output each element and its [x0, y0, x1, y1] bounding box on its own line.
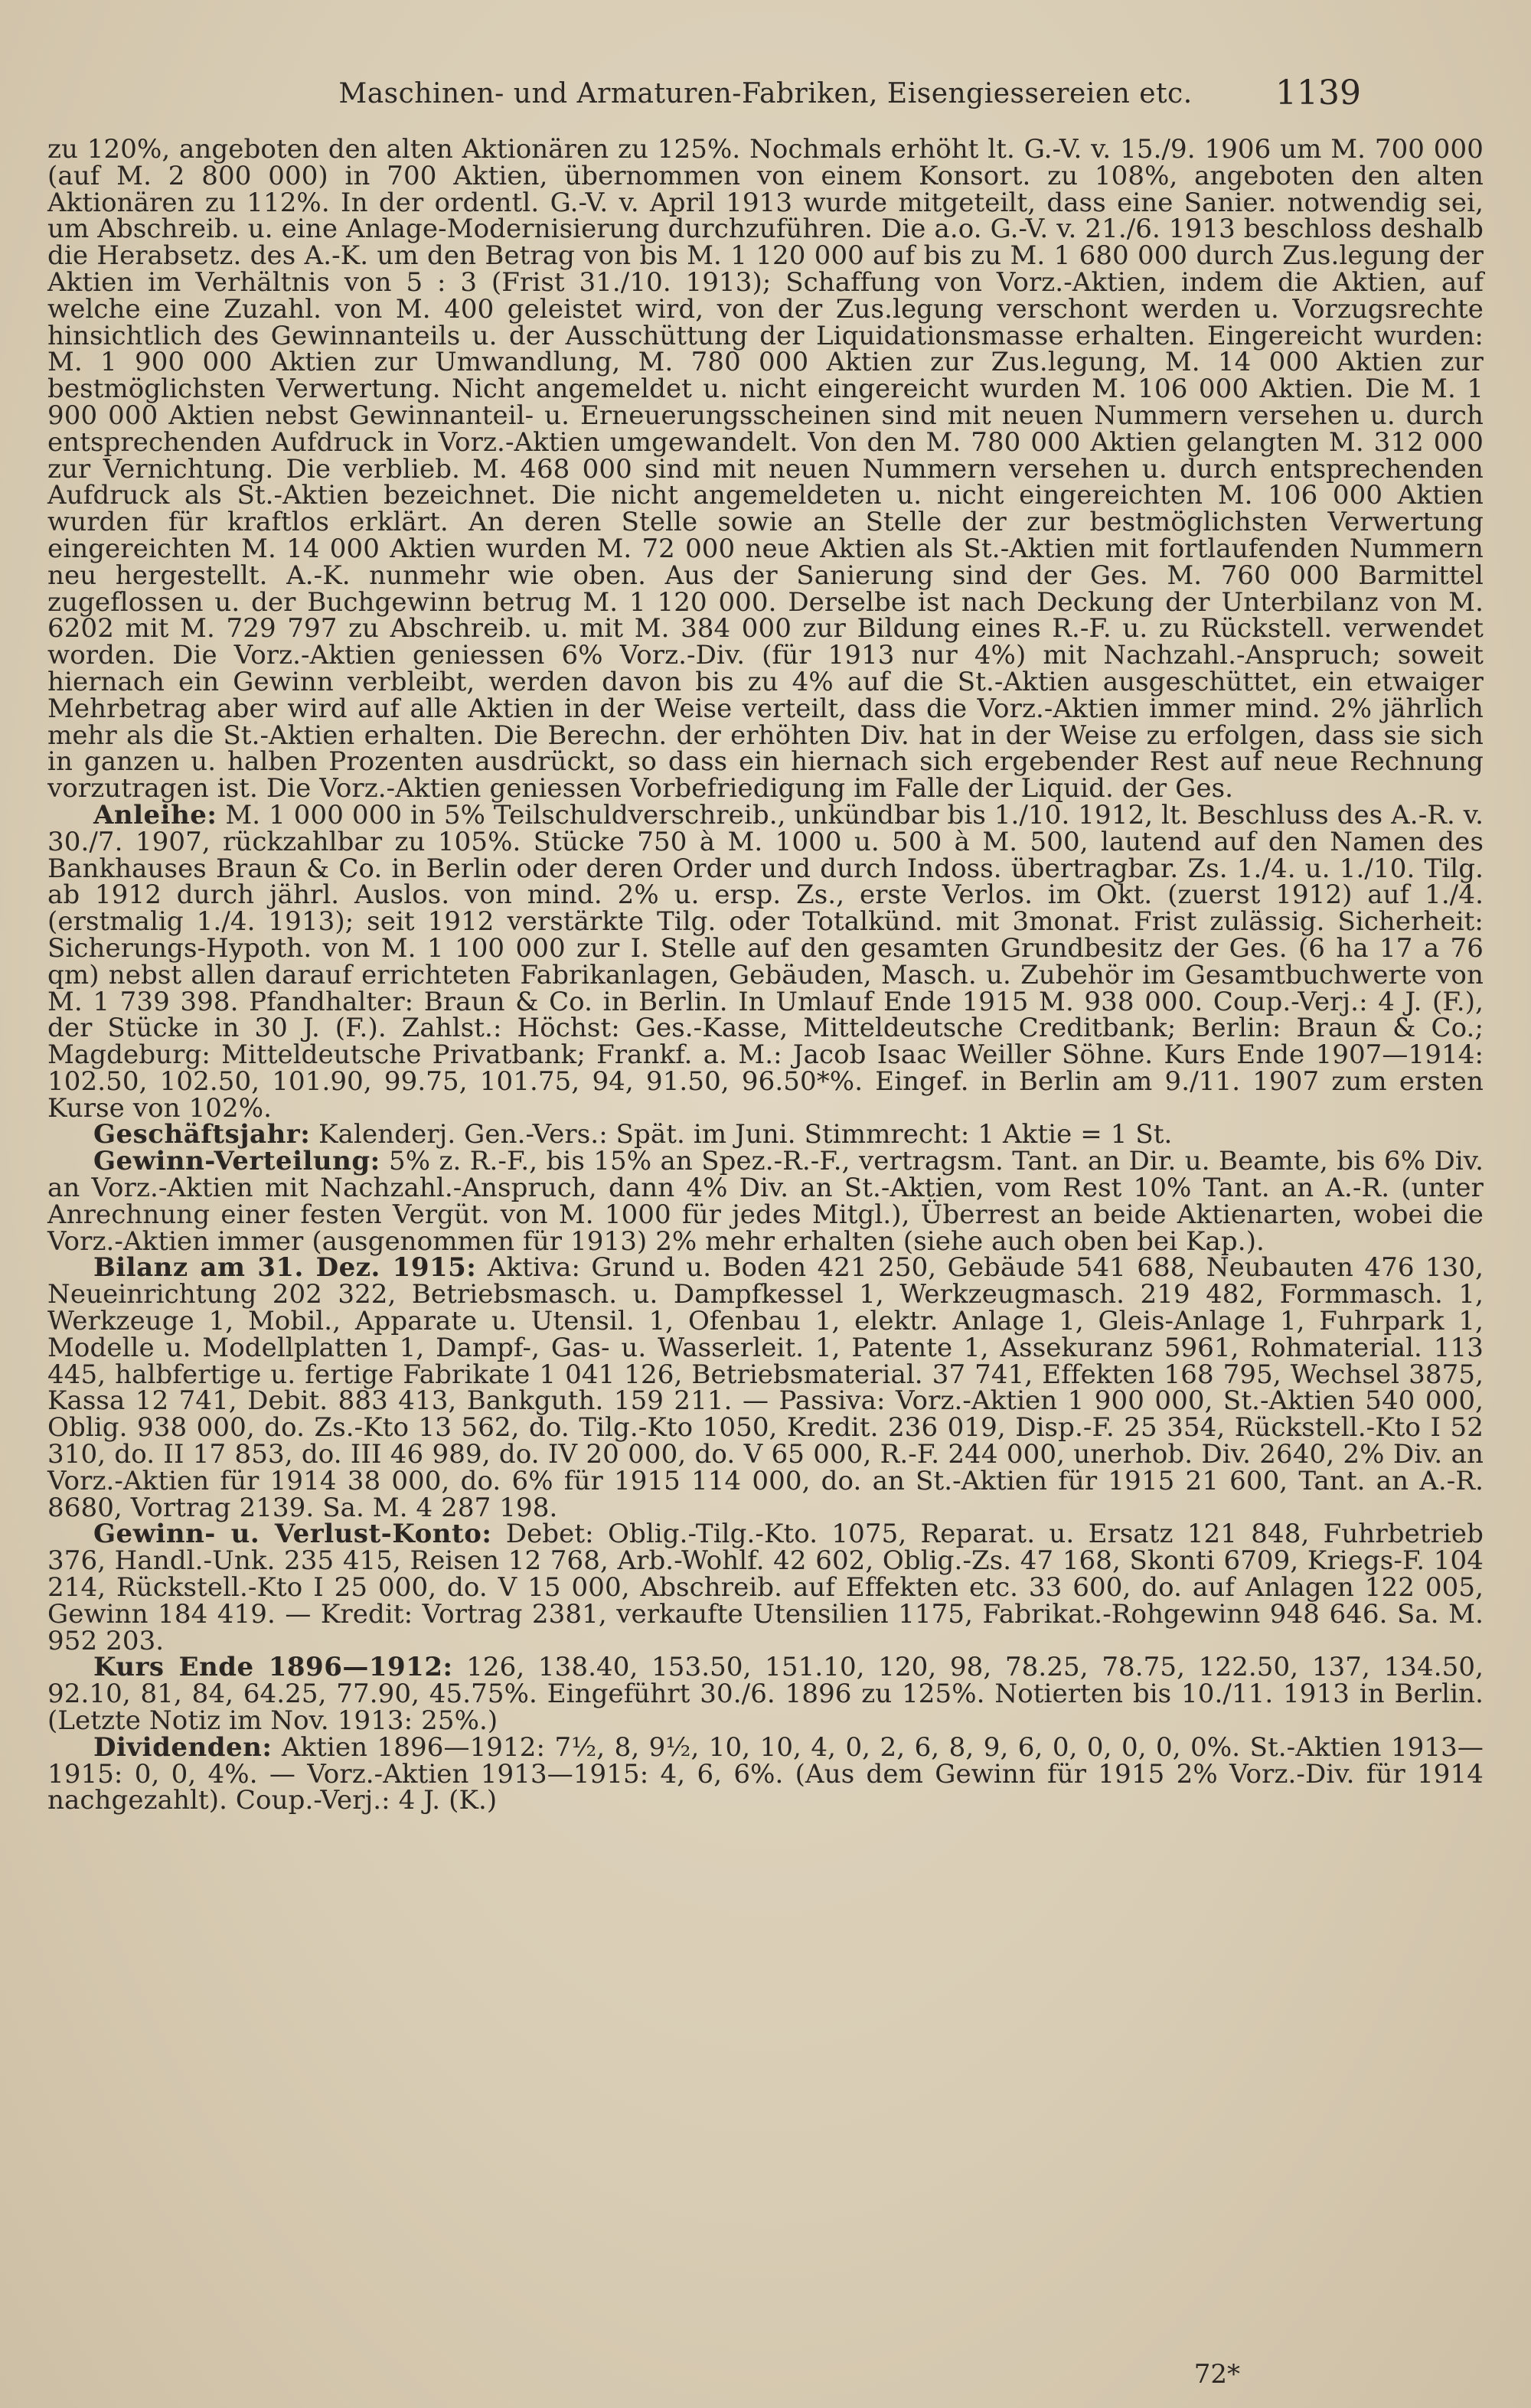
- paragraph-anleihe: [47, 799, 1484, 1124]
- paragraph-text: zu 120%, angeboten den alten Aktionären zu 125%. Nochmals erhöht lt. G.-V. v. 15./9. 1906 um M. 700 000 (auf M. 2 800 000) in 700 Aktien, übernommen von einem Konsort. zu 108%, angeboten den alten Aktionären zu 112%. In der ordentl. G.-V. v. April 1913 wurde mitgeteilt, dass eine Sanier. notwendig sei, um Abschreib. u. eine Anlage-Modernisierung durchzuführen. Die a.o. G.-V. v. 21./6. 1913 beschloss deshalb die Herabsetz. des A.-K. um den Betrag von bis M. 1 120 000 auf bis zu M. 1 680 000 durch Zus.legung der Aktien im Verhältnis von 5 : 3 (Frist 31./10. 1913); Schaffung von Vorz.-Aktien, indem die Aktien, auf welche eine Zuzahl. von M. 400 geleistet wird, von der Zus.legung verschont werden u. Vorzugsrechte hinsichtlich des Gewinnanteils u. der Ausschüttung der Liquidationsmasse erhalten. Eingereicht wurden: M. 1 900 000 Aktien zur Umwandlung, M. 780 000 Aktien zur Zus.legung, M. 14 000 Aktien zur bestmöglichsten Verwertung. Nicht angemeldet u. nicht eingereicht wurden M. 106 000 Aktien. Die M. 1 900 000 Aktien nebst Gewinnanteil- u. Erneuerungsscheinen sind mit neuen Nummern versehen u. durch entsprechenden Aufdruck in Vorz.-Aktien umgewandelt. Von den M. 780 000 Aktien gelangten M. 312 000 zur Vernichtung. Die verblieb. M. 468 000 sind mit neuen Nummern versehen u. durch entsprechenden Aufdruck als St.-Aktien bezeichnet. Die nicht angemeldeten u. nicht eingereichten M. 106 000 Aktien wurden für kraftlos erklärt. An deren Stelle sowie an Stelle der zur bestmöglichsten Verwertung eingereichten M. 14 000 Aktien wurden M. 72 000 neue Aktien als St.-Aktien mit fortlaufenden Nummern neu hergestellt. A.-K. nunmehr wie oben. Aus der Sanierung sind der Ges. M. 760 000 Barmittel zugeflossen u. der Buchgewinn betrug M. 1 120 000. Derselbe ist nach Deckung der Unterbilanz von M. 6202 mit M. 729 797 zu Abschreib. u. mit M. 384 000 zur Bildung eines R.-F. u. zu Rückstell. verwendet worden. Die Vorz.-Aktien geniessen 6% Vorz.-Div. (für 1913 nur 4%) mit Nachzahl.-Anspruch; soweit hiernach ein Gewinn verbleibt, werden davon bis zu 4% auf die St.-Aktien ausgeschüttet, ein etwaiger Mehrbetrag aber wird auf alle Aktien in der Weise verteilt, dass die Vorz.-Aktien immer mind. 2% jährlich mehr als die St.-Aktien erhalten. Die Berechn. der erhöhten Div. hat in der Weise zu erfolgen, dass sie sich in ganzen u. halben Prozenten ausdrückt, so dass ein hiernach sich ergebender Rest auf neue Rechnung vorzutragen ist. Die Vorz.-Aktien geniessen Vorbefriedigung im Falle der Liquid. der Ges.: [47, 134, 1484, 804]
- paragraph-gewinn-verlust: [47, 1521, 1484, 1654]
- paragraph-text: Aktien 1896—1912: 7½, 8, 9½, 10, 10, 4, 0, 2, 6, 8, 9, 6, 0, 0, 0, 0, 0%. St.-Aktien 1913—1915: 0, 0, 4%. — Vorz.-Aktien 1913—1915: 4, 6, 6%. (Aus dem Gewinn für 1915 2% Vorz.-Div. für 1914 nachgezahlt). Coup.-Verj.: 4 J. (K.): [47, 1731, 1484, 1816]
- paragraph-text: 126, 138.40, 153.50, 151.10, 120, 98, 78.25, 78.75, 122.50, 137, 134.50, 92.10, 81, 84, 64.25, 77.90, 45.75%. Eingeführt 30./6. 1896 zu 125%. Notierten bis 10./11. 1913 in Berlin. (Letzte Notiz im Nov. 1913: 25%.): [47, 1652, 1484, 1737]
- paragraph-gewinn-verteilung: [47, 1148, 1484, 1255]
- paragraph-bilanz: [47, 1252, 1484, 1523]
- paragraph-label: Anleihe:: [93, 799, 217, 830]
- paragraph-geschaeftsjahr: [47, 1121, 1484, 1148]
- paragraph-text: Kalenderj. Gen.-Vers.: Spät. im Juni. Stimmrecht: 1 Aktie = 1 St.: [318, 1119, 1173, 1150]
- running-title: Maschinen- und Armaturen-Fabriken, Eisengiessereien etc.: [338, 78, 1193, 109]
- paragraph-text: Aktiva: Grund u. Boden 421 250, Gebäude 541 688, Neubauten 476 130, Neueinrichtung 202 322, Betriebsmasch. u. Dampfkessel 1, Werkzeugmasch. 219 482, Formmasch. 1, Werkzeuge 1, Mobil., Apparate u. Utensil. 1, Ofenbau 1, elektr. Anlage 1, Gleis-Anlage 1, Fuhrpark 1, Modelle u. Modellplatten 1, Dampf-, Gas- u. Wasserleit. 1, Patente 1, Assekuranz 5961, Rohmaterial. 113 445, halbfertige u. fertige Fabrikate 1 041 126, Betriebsmaterial. 37 741, Effekten 168 795, Wechsel 3875, Kassa 12 741, Debit. 883 413, Bankguth. 159 211. — Passiva: Vorz.-Aktien 1 900 000, St.-Aktien 540 000, Oblig. 938 000, do. Zs.-Kto 13 562, do. Tilg.-Kto 1050, Kredit. 236 019, Disp.-F. 25 354, Rückstell.-Kto I 52 310, do. II 17 853, do. III 46 989, do. IV 20 000, do. V 65 000, R.-F. 244 000, unerhob. Div. 2640, 2% Div. an Vorz.-Aktien für 1914 38 000, do. 6% für 1915 114 000, do. an St.-Aktien für 1915 21 600, Tant. an A.-R. 8680, Vortrag 2139. Sa. M. 4 287 198.: [47, 1252, 1484, 1523]
- paragraph-text: Debet: Oblig.-Tilg.-Kto. 1075, Reparat. u. Ersatz 121 848, Fuhrbetrieb 376, Handl.-Unk. 235 415, Reisen 12 768, Arb.-Wohlf. 42 602, Oblig.-Zs. 47 168, Skonti 6709, Kriegs-F. 104 214, Rückstell.-Kto I 25 000, do. V 15 000, Abschreib. auf Effekten etc. 33 600, do. auf Anlagen 122 005, Gewinn 184 419. — Kredit: Vortrag 2381, verkaufte Utensilien 1175, Fabrikat.-Rohgewinn 948 646. Sa. M. 952 203.: [47, 1519, 1484, 1656]
- paragraph-label: Kurs Ende 1896—1912:: [93, 1652, 453, 1683]
- paragraph-dividenden: [47, 1731, 1484, 1816]
- page-number: 1139: [1275, 73, 1361, 113]
- paragraph-kurs: [47, 1652, 1484, 1737]
- paragraph-capital-history: [47, 136, 1484, 802]
- paragraph-text: M. 1 000 000 in 5% Teilschuldverschreib., unkündbar bis 1./10. 1912, lt. Beschluss des A.-R. v. 30./7. 1907, rückzahlbar zu 105%. Stücke 750 à M. 1000 u. 500 à M. 500, lautend auf den Namen des Bankhauses Braun & Co. in Berlin oder deren Order und durch Indoss. übertragbar. Zs. 1./4. u. 1./10. Tilg. ab 1912 durch jährl. Auslos. von mind. 2% u. ersp. Zs., erste Verlos. im Okt. (zuerst 1912) auf 1./4. (erstmalig 1./4. 1913); seit 1912 verstärkte Tilg. oder Totalkünd. mit 3monat. Frist zulässig. Sicherheit: Sicherungs-Hypoth. von M. 1 100 000 zur I. Stelle auf den gesamten Grundbesitz der Ges. (6 ha 17 a 76 qm) nebst allen darauf errichteten Fabrikanlagen, Gebäuden, Masch. u. Zubehör im Gesamtbuchwerte von M. 1 739 398. Pfandhalter: Braun & Co. in Berlin. In Umlauf Ende 1915 M. 938 000. Coup.-Verj.: 4 J. (F.), der Stücke in 30 J. (F.). Zahlst.: Höchst: Ges.-Kasse, Mitteldeutsche Creditbank; Berlin: Braun & Co.; Magdeburg: Mitteldeutsche Privatbank; Frankf. a. M.: Jacob Isaac Weiller Söhne. Kurs Ende 1907—1914: 102.50, 102.50, 101.90, 99.75, 101.75, 94, 91.50, 96.50*%. Eingef. in Berlin am 9./11. 1907 zum ersten Kurse von 102%.: [47, 799, 1484, 1124]
- body-text: [47, 136, 1484, 1814]
- paragraph-label: Geschäftsjahr:: [93, 1119, 311, 1150]
- paragraph-text: 5% z. R.-F., bis 15% an Spez.-R.-F., vertragsm. Tant. an Dir. u. Beamte, bis 6% Div. an Vorz.-Aktien mit Nachzahl.-Anspruch, dann 4% Div. an St.-Aktien, vom Rest 10% Tant. an A.-R. (unter Anrechnung einer festen Vergüt. von M. 1000 für jedes Mitgl.), Überrest an beide Aktienarten, wobei die Vorz.-Aktien immer (ausgenommen für 1913) 2% mehr erhalten (siehe auch oben bei Kap.).: [47, 1146, 1484, 1257]
- paragraph-label: Gewinn-Verteilung:: [93, 1146, 380, 1177]
- paragraph-label: Bilanz am 31. Dez. 1915:: [93, 1252, 477, 1284]
- paragraph-label: Gewinn- u. Verlust-Konto:: [93, 1519, 492, 1550]
- sheet-signature: 72*: [1193, 2359, 1240, 2390]
- page-header: [47, 67, 1484, 121]
- paragraph-label: Dividenden:: [93, 1731, 273, 1763]
